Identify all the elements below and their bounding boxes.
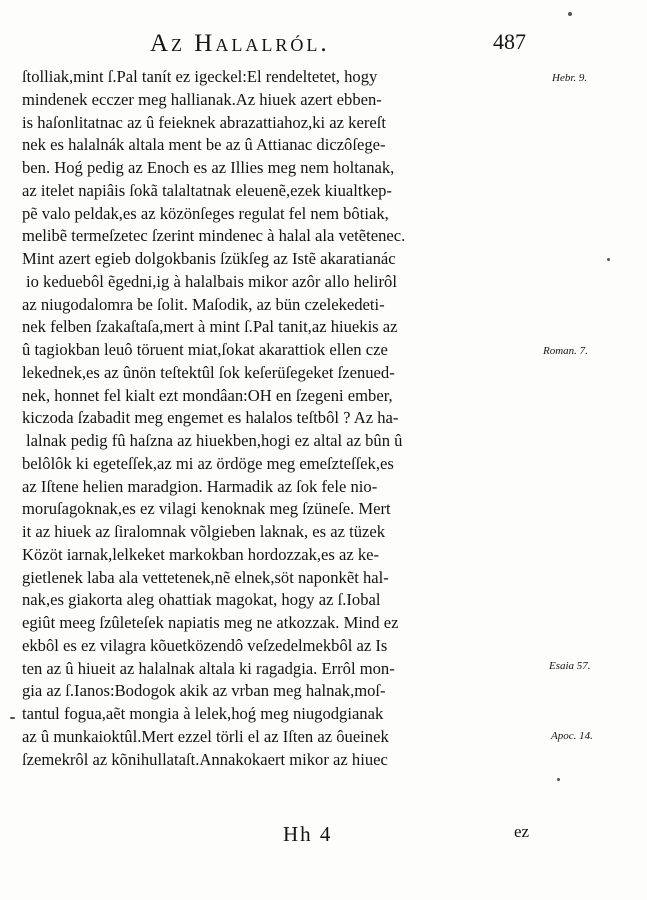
catchword: ez [514,822,530,841]
text-line: nak,es giakorta aleg ohattiak magokat, hogy az ſ.Iobal [22,590,381,610]
ink-speck [568,12,572,16]
text-line: mindenek ecczer meg hallianak.Az hiuek azert ebben- [22,89,382,109]
body-text [22,66,542,771]
text-line: lekednek,es az ûnön teſtektûl ſok keſerüſegeket ſzenued- [22,362,395,382]
text-line: ſzemekrôl az kõnihullataſt.Annakokaert mikor az hiuec [22,749,388,769]
ink-speck [607,258,610,261]
text-line: kiczoda ſzabadit meg engemet es halalos teſtbôl ? Az ha- [22,408,399,428]
text-line: egiût meeg ſzûleteſek napiatis meg ne atkozzak. Mind ez [22,613,399,632]
text-line: az niugodalomra be ſolit. Maſodik, az bün czelekedeti- [22,294,385,314]
text-line: nek es halalnák altala ment be az û Attianac diczôſege- [22,135,386,155]
margin-note-apoc: Apoc. 14. [551,730,593,742]
text-line: gia az ſ.Ianos:Bodogok akik az vrban meg halnak,moſ- [22,681,386,701]
text-line: gietlenek laba ala vettetenek,nẽ elnek,söt naponkẽt hal- [22,567,389,587]
text-line: az û munkaioktûl.Mert ezzel törli el az Iſten az ôueinek [22,726,389,746]
text-line: az itelet napiâis ſokã talaltatnak eleuenẽ,ezek kiualtkep- [22,180,392,200]
text-line: ekbôl es ez vilagra kõuetközendô veſzedelmekbôl az Is [22,635,388,655]
ink-speck [10,717,15,719]
margin-note-roman: Roman. 7. [543,345,588,357]
text-line: melibẽ termeſzetec ſzerint mindenec à halal ala vetẽtenec. [22,226,406,246]
text-line: Közöt iarnak,lelkeket markokban hordozzak,es az ke- [22,544,380,564]
margin-note-hebr: Hebr. 9. [552,72,588,84]
text-line: belôlôk ki egeteſſek,az mi az ördöge meg emeſzteſſek,es [22,453,394,473]
margin-note-esaia: Esaia 57. [549,660,591,672]
text-line: ſtolliak,mint ſ.Pal tanít ez igeckel:El rendeltetet, hogy [22,67,378,86]
text-line: moruſagoknak,es ez vilagi kenoknak meg ſzüneſe. Mert [22,499,391,519]
text-line: pẽ valo peldak,es az közönſeges regulat fel nem bôtiak, [22,203,389,223]
text-line: it az hiuek az ſiralomnak võlgieben laknak, es az tüzek [22,522,386,541]
text-line: Mint azert egieb dolgokbanis ſzükſeg az Istẽ akaratianác [22,249,396,268]
text-line: tantul fogua,aẽt mongia à lelek,hoǵ meg niugodgianak [22,704,384,723]
text-line: az Iſtene helien maradgion. Harmadik az ſok fele nio- [22,476,378,496]
text-line: io keduebôl ẽgedni,ig à halalbais mikor azôr allo helirôl [26,271,397,291]
text-line: lalnak pedig fû haſzna az hiuekben,hogi ez altal az bûn û [26,431,403,450]
signature-mark: Hh 4 [283,822,333,846]
page-number: 487 [493,29,526,54]
text-line: nek felben ſzakaſtaſa,mert à mint ſ.Pal tanit,az hiuekis az [22,317,398,337]
ink-speck [557,778,560,781]
text-line: û tagiokban leuô töruent miat,ſokat akarattiok ellen cze [22,340,388,359]
text-line: ten az û hiueit az halalnak altala ki ragadgia. Errôl mon- [22,658,395,678]
text-line: is haſonlitatnac az û feieknek abrazattiahoz,ki az kereſt [22,112,386,132]
text-line: ben. Hoǵ pedig az Enoch es az Illies meg nem holtanak, [22,158,395,177]
running-title: Az Halalról. [150,30,330,57]
text-line: nek, honnet fel kialt ezt mondâan:OH en ſzegeni ember, [22,385,393,405]
